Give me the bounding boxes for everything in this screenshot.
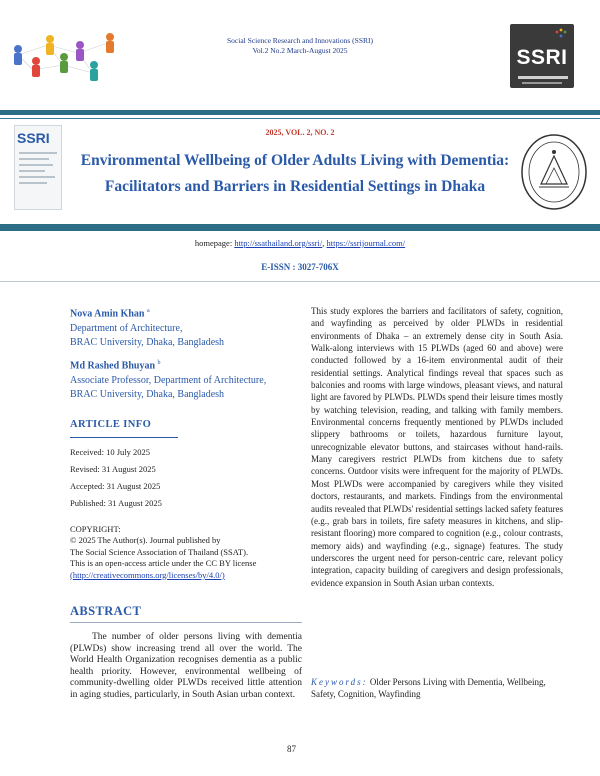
author-name (70, 304, 302, 322)
author-block-2 (70, 356, 302, 403)
copyright-line: © 2025 The Author(s). Journal published by (70, 535, 221, 546)
ssri-logo-text: SSRI (516, 46, 568, 69)
author-affiliation: BRAC University, Dhaka, Bangladesh (70, 337, 225, 349)
copyright-line: This is an open-access article under the CC BY license (70, 558, 257, 569)
logo-subtitle-bar (518, 76, 568, 79)
author-affiliation: Associate Professor, Department of Architecture, (70, 374, 267, 386)
homepage-separator: , (322, 238, 325, 248)
revised-date: Revised: 31 August 2025 (70, 464, 156, 474)
author-mark: b (157, 360, 161, 366)
author-name (70, 356, 302, 374)
ssri-logo (510, 24, 574, 88)
published-date: Published: 31 August 2025 (70, 498, 162, 508)
abstract-heading: ABSTRACT (70, 604, 142, 618)
sparkle-icon (554, 28, 568, 40)
banner-rule (0, 224, 600, 231)
eissn: E-ISSN : 3027-706X (261, 262, 339, 272)
header-rule-thin (0, 118, 600, 119)
journal-name: Social Science Research and Innovations (SSRI) (226, 36, 373, 45)
people-network-logo (8, 25, 128, 90)
keywords-text: Older Persons Living with Dementia, Wellbeing, Safety, Cognition, Wayfinding (311, 677, 546, 700)
author-mark: a (146, 308, 150, 314)
copyright-block (70, 524, 305, 581)
abstract-text-right: This study explores the barriers and facilitators of safety, cognition, and wayfinding as perceived by older PLWDs in residential environments of Dhaka – an extremely dense city in South Asia. Walk-along interviews with 15 PLWDs (aged 60 and above) were conducted followed by a 16-item environmental audit of their residential settings. Analytical findings reveal that spaces such as balconies and rooms with large windows, pleasant views, and natural light are favored by PLWDs. PLWDs spend their leisure times mostly by watching television, reading, and talking with family members. Environmental concerns frequently mentioned by PLWDs included slippery bathrooms or toilets, hazardous furniture layout, unrecognizable elevator buttons, and staircases without hand-rails. Many caregivers restrict PLWDs from kitchens due to safety concerns. Outdoor visits were infrequent for the majority of PLWDs. Most PLWDs were accompanied by caregivers while they visited doctors, restaurants, and markets. Findings from the environmental audits revealed that PLWDs' residential settings lacked safety features (e.g., grab bars in toilets, fire safety measures in kitchens, and slip-resistant flooring) more compared to cognition (e.g., colour contrasts, memory aids) and wayfinding (e.g., signage) features. The study underscores the urgent need for person-centric care, relevant policy integration, capacity building of caregivers and design professionals, evidence expansion in South Asian urban contexts. (311, 306, 563, 588)
article-title-line1: Environmental Wellbeing of Older Adults Living with Dementia: (80, 152, 510, 169)
author-name-text: Md Rashed Bhuyan (70, 360, 156, 372)
association-seal-logo (519, 132, 589, 212)
keywords (311, 676, 563, 701)
license-link[interactable]: (http://creativecommons.org/licenses/by/4.0/) (70, 569, 225, 580)
issue-line: 2025, VOL. 2, NO. 2 (265, 128, 335, 137)
logo-subtitle-bar (522, 82, 562, 84)
cover-line (19, 170, 45, 172)
abstract-rule (70, 622, 302, 623)
accepted-date: Accepted: 31 August 2025 (70, 481, 161, 491)
author-affiliation: BRAC University, Dhaka, Bangladesh (70, 389, 225, 401)
page-number: 87 (287, 744, 296, 754)
article-info-rule (70, 437, 178, 438)
author-block-1 (70, 304, 302, 351)
header-rule (0, 110, 600, 115)
copyright-heading: COPYRIGHT: (70, 524, 121, 534)
article-info-heading: ARTICLE INFO (70, 419, 152, 430)
homepage-link-ssathailand[interactable]: http://ssathailand.org/ssri/ (234, 238, 323, 248)
eissn-rule (0, 281, 600, 282)
cover-line (19, 152, 57, 154)
author-affiliation: Department of Architecture, (70, 322, 183, 334)
cover-line (19, 176, 55, 178)
abstract-text-left: The number of older persons living with dementia (PLWDs) show increasing trend all over the world. The World Health Organization recognises dementia as a public health priority. However, environmental wellbeing of community-dwelling older PLWDs received little attention in aging studies, particularly, in South Asian urban context. (70, 632, 302, 700)
copyright-line: The Social Science Association of Thailand (SSAT). (70, 546, 249, 557)
homepage-line (0, 238, 600, 248)
cover-line (19, 164, 53, 166)
received-date: Received: 10 July 2025 (70, 447, 151, 457)
article-title-line2: Facilitators and Barriers in Residential Settings in Dhaka (104, 178, 486, 195)
homepage-link-ssrijournal[interactable]: https://ssrijournal.com/ (326, 238, 406, 248)
cover-line (19, 158, 49, 160)
cover-line (19, 182, 47, 184)
homepage-label: homepage: (194, 238, 233, 248)
keywords-label: Keywords: (311, 677, 368, 687)
journal-cover-thumbnail (14, 125, 62, 210)
author-name-text: Nova Amin Khan (70, 308, 145, 320)
cover-title: SSRI (17, 130, 50, 146)
journal-volume: Vol.2 No.2 March-August 2025 (252, 46, 348, 55)
